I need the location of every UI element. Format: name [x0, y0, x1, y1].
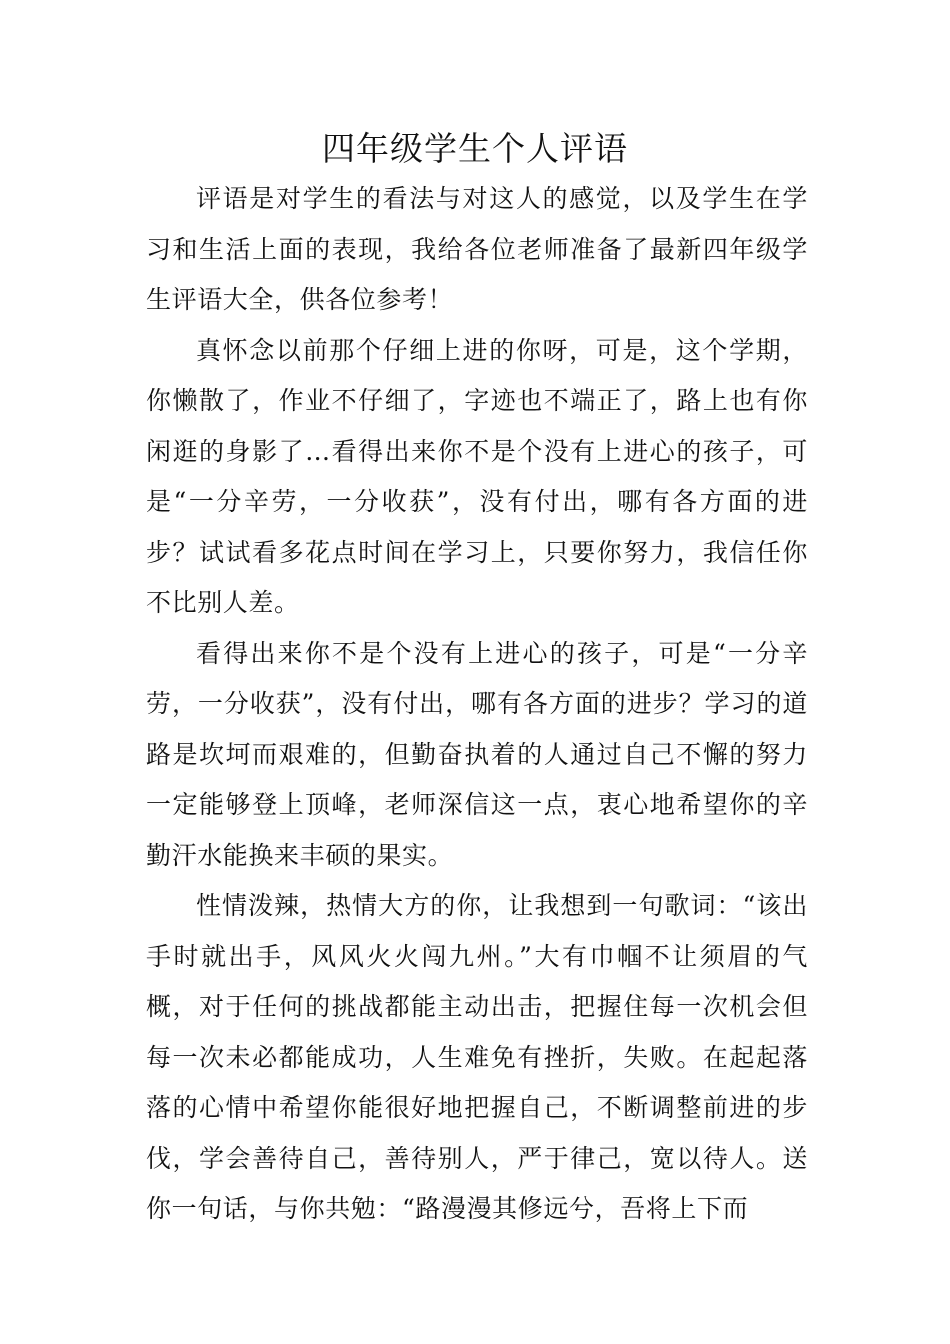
document-title: 四年级学生个人评语 — [322, 129, 628, 168]
paragraph-comment-2: 看得出来你不是个没有上进心的孩子，可是“一分辛劳，一分收获”，没有付出，哪有各方面的进步？学习的道路是坎坷而艰难的，但勤奋执着的人通过自己不懈的努力一定能够登上顶峰，老师深信这一点，衷心地希望你的辛勤汗水能换来丰硕的果实。 — [146, 638, 808, 870]
paragraph-intro: 评语是对学生的看法与对这人的感觉，以及学生在学习和生活上面的表现，我给各位老师准备了最新四年级学生评语大全，供各位参考！ — [146, 184, 808, 314]
document-body — [146, 174, 808, 1235]
paragraph-comment-1: 真怀念以前那个仔细上进的你呀，可是，这个学期，你懒散了，作业不仔细了，字迹也不端正了，路上也有你闲逛的身影了…看得出来你不是个没有上进心的孩子，可是“一分辛劳，一分收获”，没有付出，哪有各方面的进步？试试看多花点时间在学习上，只要你努力，我信任你不比别人差。 — [146, 335, 808, 617]
paragraph-comment-3: 性情泼辣，热情大方的你，让我想到一句歌词：“该出手时就出手，风风火火闯九州。”大有巾帼不让须眉的气概，对于任何的挑战都能主动出击，把握住每一次机会但每一次未必都能成功，人生难免有挫折，失败。在起起落落的心情中希望你能很好地把握自己，不断调整前进的步伐，学会善待自己，善待别人，严于律己，宽以待人。送你一句话，与你共勉：“路漫漫其修远兮，吾将上下而 — [146, 891, 808, 1223]
